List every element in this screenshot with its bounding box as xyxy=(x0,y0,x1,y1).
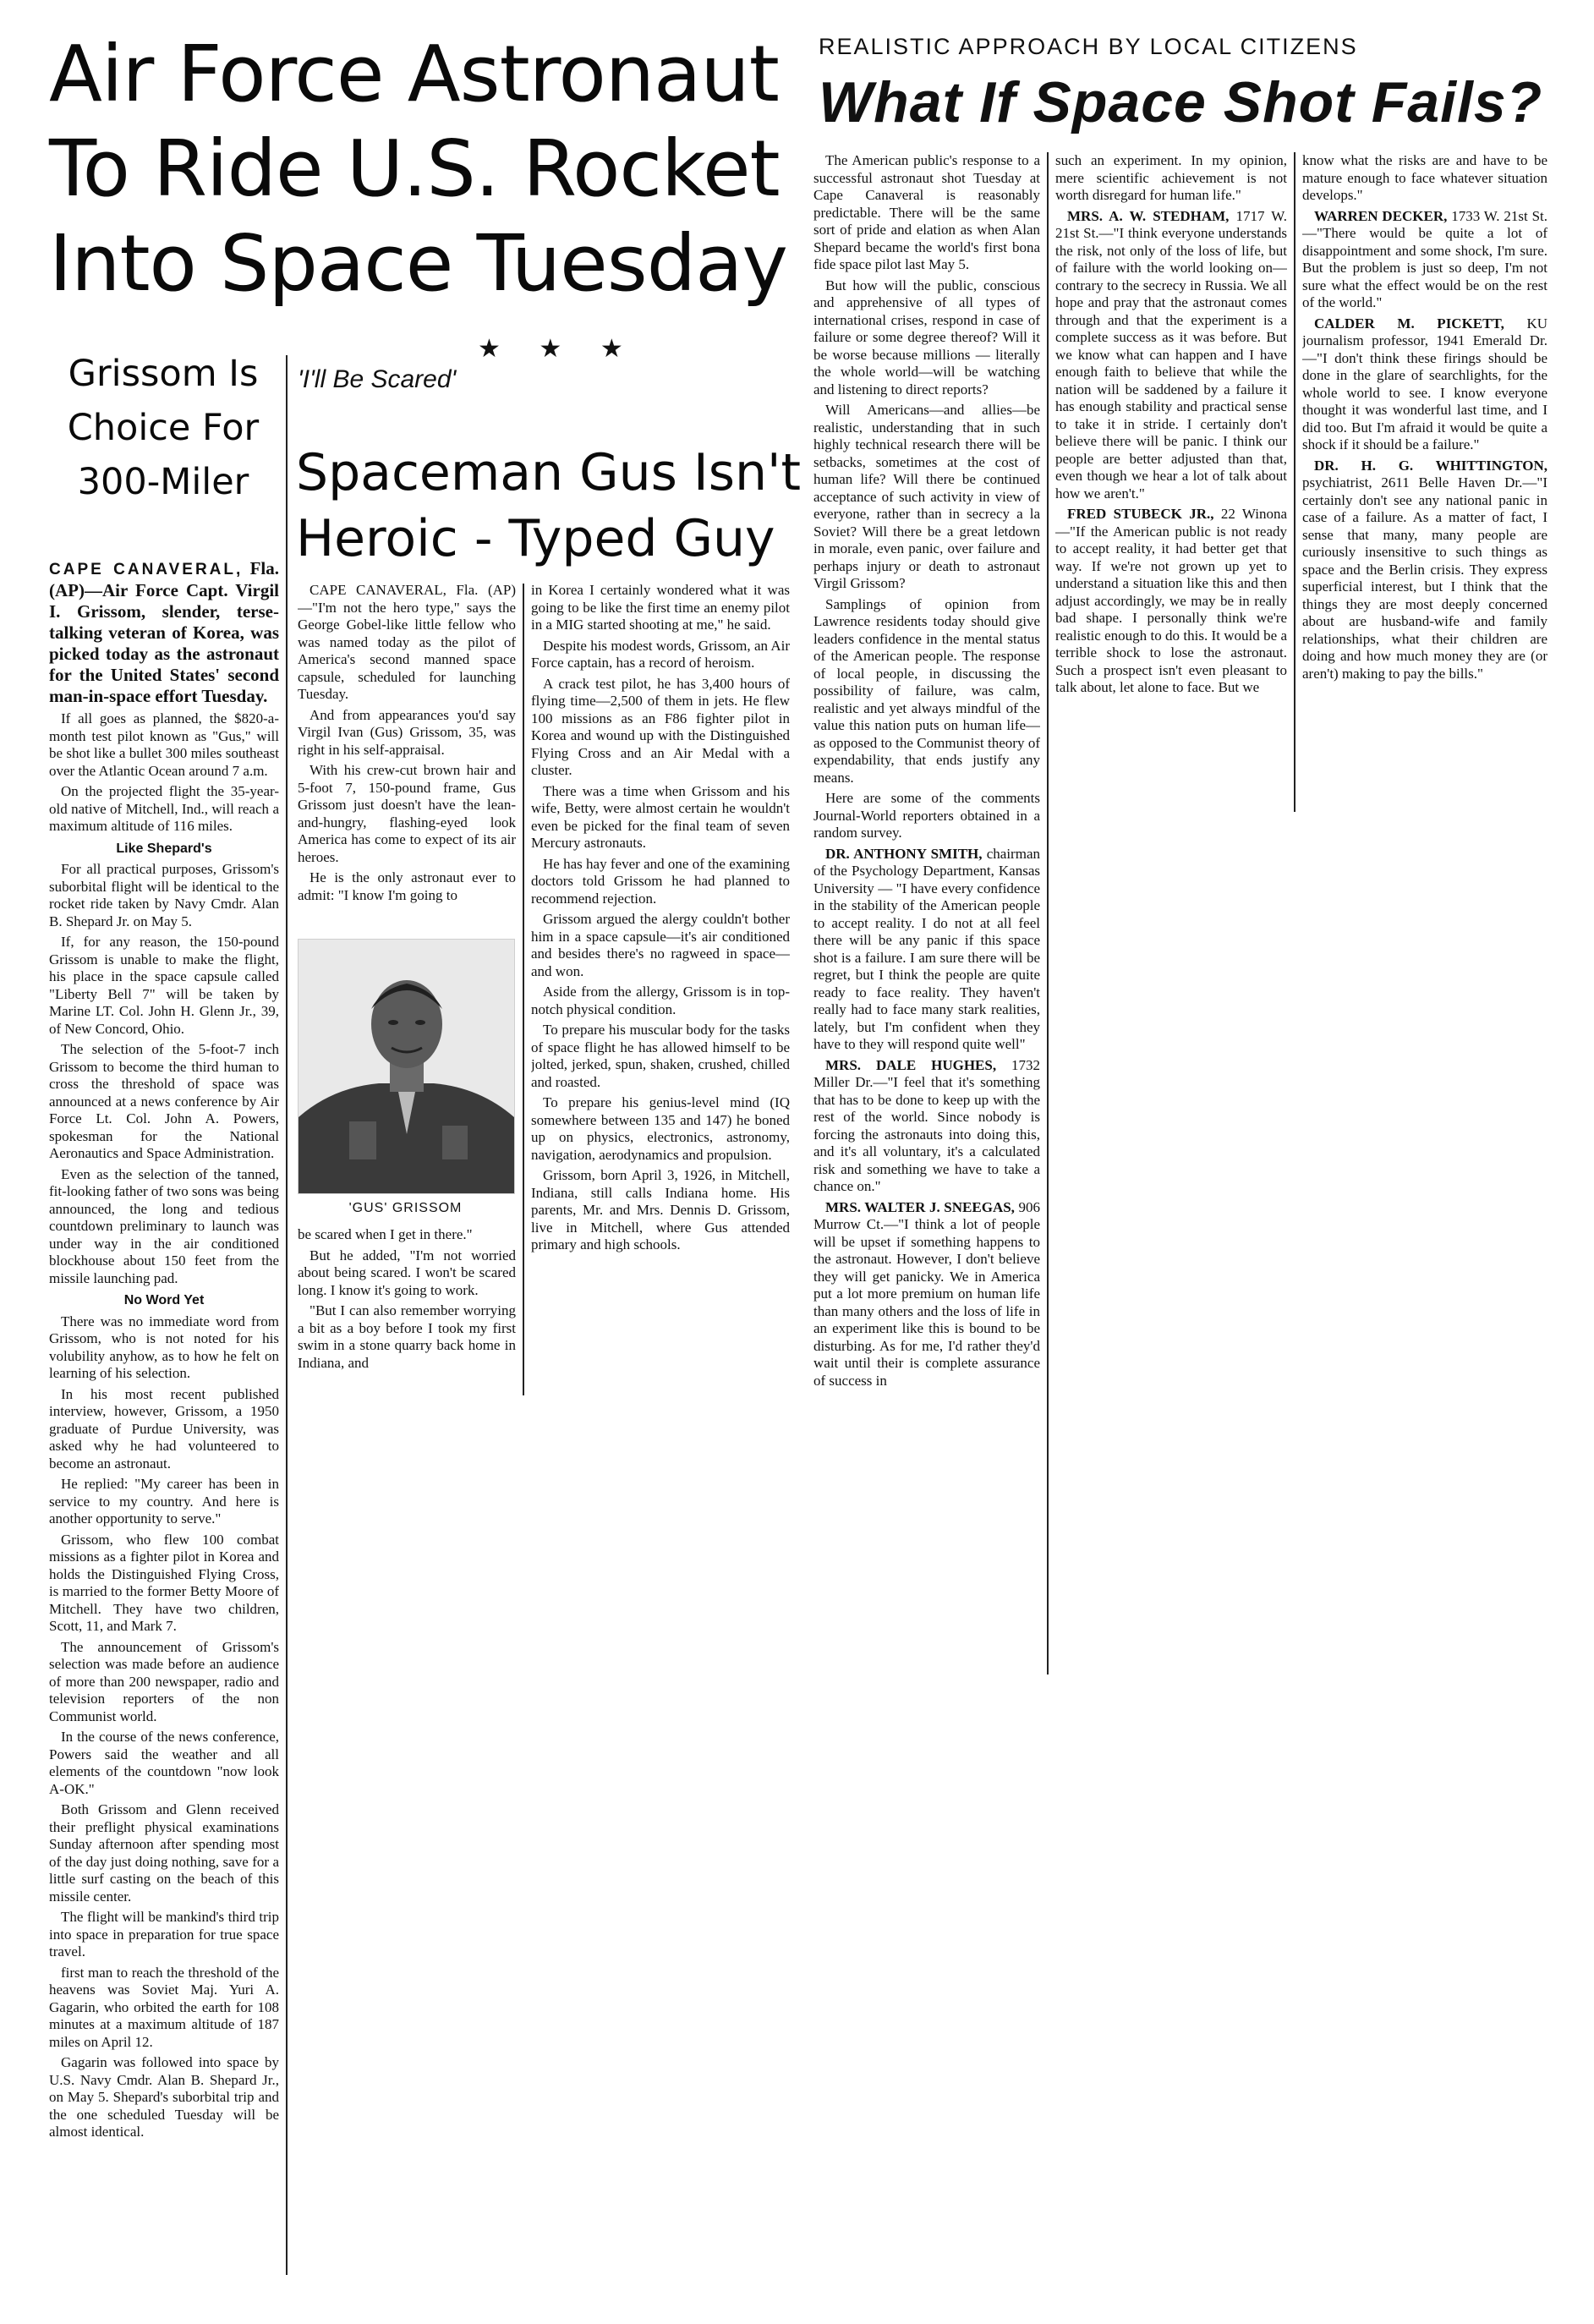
main-story-column xyxy=(49,558,279,2317)
respondent-quote: psychiatrist, 2611 Belle Haven Dr.—"I certainly don't see any national panic in case of a failure. As a matter of fact, I sense that many, many people are curiously insensitive to such things as space and the Berlin crisis. They express superficial interest, but I think that the things they are most deeply concerned about are husband-wife and family relationships, what their children are doing and how much money they are (or aren't) making to pay the bills." xyxy=(1302,474,1547,682)
story-paragraph: He has hay fever and one of the examining doctors told Grissom he had planned to recommend rejection. xyxy=(531,855,790,907)
story-paragraph: On the projected flight the 35-year-old native of Mitchell, Ind., will reach a maximum altitude of 116 miles. xyxy=(49,783,279,834)
star-ornament: ★ ★ ★ xyxy=(478,334,638,364)
story-paragraph: such an experiment. In my opinion, mere scientific achievement is not worth disregard for human life." xyxy=(1055,152,1287,203)
respondent-quote: 1733 W. 21st St.—"There would be quite a lot of disappointment and some shock, I'm sure. But the problem is just so deep, I'm not sure what the effect would be on the rest of the world." xyxy=(1302,207,1547,310)
grissom-subhead xyxy=(49,347,277,509)
astronaut-photo xyxy=(298,939,515,1194)
story-paragraph: Samplings of opinion from Lawrence residents today should give leaders confidence in the mental status of the American people. The response of local people, in discussing the possibility of failure, was calm, realistic and yet always mindful of the value this nation puts on human life—as opposed to the Communist theory of expendability, that ends justify any means. xyxy=(813,595,1040,786)
section-subhead: No Word Yet xyxy=(123,1293,205,1307)
section-subhead: Like Shepard's xyxy=(116,841,212,856)
story-paragraph: He is the only astronaut ever to admit: "I know I'm going to xyxy=(298,869,516,903)
main-headline-line1: Air Force Astronaut xyxy=(49,29,779,119)
column-rule xyxy=(1294,152,1295,812)
story-paragraph: Despite his modest words, Grissom, an Air Force captain, has a record of heroism. xyxy=(531,637,790,671)
gus-headline xyxy=(296,440,802,572)
astronaut-portrait-icon xyxy=(299,940,514,1193)
story-paragraph: If, for any reason, the 150-pound Grissom is unable to make the flight, his place in the space capsule called "Liberty Bell 7" will be taken by Marine LT. Col. John H. Glenn Jr., 39, of New Concord, Ohio. xyxy=(49,934,279,1037)
gus-story-column-2 xyxy=(531,582,790,1395)
story-paragraph: know what the risks are and have to be mature enough to face whatever situation develops." xyxy=(1302,152,1547,203)
story-paragraph: be scared when I get in there." xyxy=(298,1226,473,1242)
gus-headline-line2: Heroic - Typed Guy xyxy=(296,509,775,568)
column-rule xyxy=(523,584,524,1395)
story-paragraph: Grissom, who flew 100 combat missions as a fighter pilot in Korea and holds the Distinguished Flying Cross, is married to the former Betty Moore of Mitchell. They have two children, Scott, 11, and Mark 7. xyxy=(49,1531,279,1634)
story-paragraph: Grissom, born April 3, 1926, in Mitchell, Indiana, still calls Indiana home. His parents, Mr. and Mrs. Dennis D. Grissom, live in Mitchell, where Gus attended primary and high schools. xyxy=(531,1167,790,1252)
fails-story-column-2 xyxy=(1055,152,1287,812)
photo-caption: 'GUS' GRISSOM xyxy=(348,1201,463,1215)
story-paragraph: Grissom argued the alergy couldn't bother him in a space capsule—it's air conditioned and besides there's no ragweed in space—and won. xyxy=(531,911,790,979)
gus-story-column-1-top xyxy=(298,582,516,930)
story-paragraph: He replied: "My career has been in service to my country. And here is another opportunity to serve." xyxy=(49,1476,279,1526)
respondent-quote: KU journalism professor, 1941 Emerald Dr.—"I don't think these firings should be done in the glare of searchlights, for the whole world to see. I know everyone thought it was wonderful last time, and I did too. But I'm afraid it would be quite a shock if it should be a failure." xyxy=(1302,315,1547,452)
gus-headline-line1: Spaceman Gus Isn't xyxy=(296,443,802,502)
column-rule xyxy=(1047,152,1049,1674)
sidebar-kicker: 'I'll Be Scared' xyxy=(298,365,457,393)
story-paragraph: The flight will be mankind's third trip into space in preparation for true space travel. xyxy=(49,1909,279,1960)
respondent-quote: 1717 W. 21st St.—"I think everyone understands the risk, not only of the loss of life, but of failure with the world looking on—contrary to the secrecy in Russia. We all hope and pray that the astronaut comes through and that the experiment is a complete success as it was before. But we know what can happen and I have enough faith to believe that while the nation will be saddened by a failure it has enough stability and practical sense to take it in stride. I certainly don't believe there will be panic. I think our people are better adjusted than that, even though we hear a lot of talk about how we aren't." xyxy=(1055,207,1287,502)
story-paragraph: CAPE CANAVERAL, Fla. (AP) —"I'm not the hero type," says the George Gobel-like little fellow who was named today as the pilot of America's second manned space capsule, scheduled for launching Tuesday. xyxy=(298,582,516,702)
story-paragraph: But how will the public, conscious and apprehensive of all types of international crises, respond in case of failure or some degree thereof? Will it be worse because millions — literally the whole world—will be watching and listening to direct reports? xyxy=(813,277,1040,397)
respondent-name: MRS. A. W. STEDHAM, xyxy=(1067,207,1230,224)
story-paragraph: Even as the selection of the tanned, fit-looking father of two sons was being announced, the long and tedious countdown preliminary to launch was under way in the air conditioned blockhouse about 150 feet from the missile launching pad. xyxy=(49,1165,279,1286)
story-lead: Fla. (AP)—Air Force Capt. Virgil I. Grissom, slender, terse-talking veteran of Korea, was picked today as the astronaut for the United States' second man-in-space effort Tuesday. xyxy=(49,558,279,706)
story-paragraph: The announcement of Grissom's selection was made before an audience of more than 200 newspaper, radio and television reporters of the non Communist world. xyxy=(49,1638,279,1724)
story-paragraph: The selection of the 5-foot-7 inch Grissom to become the third human to cross the threshold of space was announced at a news conference by Air Force Lt. Col. John A. Powers, spokesman for the National Aeronautics and Space Administration. xyxy=(49,1041,279,1161)
right-kicker: REALISTIC APPROACH BY LOCAL CITIZENS xyxy=(819,34,1358,59)
story-paragraph: The American public's response to a successful astronaut shot Tuesday at Cape Canaveral is reasonably predictable. There will be the same sort of pride and elation as when Alan Shepard became the world's first bona fide space pilot last May 5. xyxy=(813,152,1040,272)
story-paragraph: But he added, "I'm not worried about being scared. I won't be scared long. I know it's going to work. xyxy=(298,1247,516,1298)
story-paragraph: With his crew-cut brown hair and 5-foot 7, 150-pound frame, Gus Grissom just doesn't have the lean-and-hungry, flashing-eyed look America has come to expect of its air heroes. xyxy=(298,762,516,865)
story-paragraph: In the course of the news conference, Powers said the weather and all elements of the countdown "now look A-OK." xyxy=(49,1729,279,1797)
story-paragraph: Aside from the allergy, Grissom is in top-notch physical condition. xyxy=(531,984,790,1017)
grissom-subhead-line3: 300-Miler xyxy=(77,461,249,503)
respondent-name: CALDER M. PICKETT, xyxy=(1314,315,1504,332)
story-paragraph: If all goes as planned, the $820-a-month test pilot known as "Gus," will be shot like a bullet 300 miles southeast over the Atlantic Ocean around 7 a.m. xyxy=(49,710,279,779)
right-headline: What If Space Shot Fails? xyxy=(819,70,1543,134)
main-headline-line3: Into Space Tuesday xyxy=(49,218,787,309)
story-paragraph: first man to reach the threshold of the heavens was Soviet Maj. Yuri A. Gagarin, who orbited the earth for 108 minutes at a maximum altitude of 187 miles on April 12. xyxy=(49,1964,279,2050)
gus-story-column-1-bottom xyxy=(298,1226,516,1395)
story-paragraph: "But I can also remember worrying a bit as a boy before I took my first swim in a stone quarry back home in Indiana, and xyxy=(298,1302,516,1371)
respondent-name: WARREN DECKER, xyxy=(1314,207,1448,224)
story-paragraph: Here are some of the comments Journal-World reporters obtained in a random survey. xyxy=(813,790,1040,841)
story-paragraph: A crack test pilot, he has 3,400 hours of flying time—2,500 of them in jets. He flew 100 missions as an F86 fighter pilot in Korea and wound up with the Distinguished Flying Cross and an Air Medal with a cluster. xyxy=(531,675,790,778)
story-paragraph: Both Grissom and Glenn received their preflight physical examinations Sunday afternoon after spending most of the day just doing nothing, save for a little surf casting on the beach of this missile center. xyxy=(49,1801,279,1905)
dateline: CAPE CANAVERAL, xyxy=(49,561,244,578)
grissom-subhead-line2: Choice For xyxy=(67,407,260,449)
story-paragraph: Gagarin was followed into space by U.S. Navy Cmdr. Alan B. Shepard Jr., on May 5. Shepard's suborbital trip and the one scheduled Tuesday will be almost identical. xyxy=(49,2054,279,2140)
grissom-subhead-line1: Grissom Is xyxy=(68,353,259,395)
respondent-quote: 1732 Miller Dr.—"I feel that it's something that has to be done to keep up with the rest of the world. Since nobody is forcing the astronauts into doing this, and it's all voluntary, it's a calculated risk and something we have to take a chance on." xyxy=(813,1056,1040,1194)
story-paragraph: In his most recent published interview, however, Grissom, a 1950 graduate of Purdue University, was asked why he had volunteered to become an astronaut. xyxy=(49,1385,279,1472)
respondent-quote: 906 Murrow Ct.—"I think a lot of people will be upset if something happens to the astronaut. However, I don't believe they will get panicky. We in America put a lot more premium on human life than many others and the loss of life in an experiment like this is bound to be disturbing. As for me, I'd rather they'd wait until their is complete assurance of success in xyxy=(813,1198,1040,1389)
main-headline-line2: To Ride U.S. Rocket xyxy=(49,123,780,214)
respondent-name: DR. ANTHONY SMITH, xyxy=(825,845,983,862)
main-headline xyxy=(49,27,793,311)
respondent-name: MRS. WALTER J. SNEEGAS, xyxy=(825,1198,1015,1215)
story-paragraph: And from appearances you'd say Virgil Ivan (Gus) Grissom, 35, was right in his self-appraisal. xyxy=(298,706,516,758)
respondent-quote: chairman of the Psychology Department, Kansas University — "I have every confidence in the stability of the American people to accept reality. I do not at all feel there will be any panic if this space shot is a failure. I am sure there will be regret, but I think the people are quite ready to face reality. They haven't really had to face many stark realities, lately, but I'm confident when they have to they will respond quite well" xyxy=(813,845,1040,1052)
story-paragraph: For all practical purposes, Grissom's suborbital flight will be identical to the rocket ride taken by Navy Cmdr. Alan B. Shepard Jr. on May 5. xyxy=(49,861,279,929)
respondent-name: DR. H. G. WHITTINGTON, xyxy=(1314,457,1547,474)
fails-story-column-3 xyxy=(1302,152,1547,812)
story-paragraph: Will Americans—and allies—be realistic, understanding that in such highly technical research there will be setbacks, sometimes at the cost of human life? Will there be continued acceptance of such activity in view of everyone, rather than in secrecy a la Soviet? Will there be a great letdown in morale, even panic, over failure and perhaps injury or death to astronaut Virgil Grissom? xyxy=(813,402,1040,591)
story-paragraph: There was no immediate word from Grissom, who is not noted for his volubility anyhow, as to how he felt on learning of his selection. xyxy=(49,1313,279,1381)
story-paragraph: To prepare his genius-level mind (IQ somewhere between 135 and 147) he boned up on physics, electronics, astronomy, navigation, aerodynamics and propulsion. xyxy=(531,1094,790,1163)
respondent-name: MRS. DALE HUGHES, xyxy=(825,1056,997,1073)
story-paragraph: in Korea I certainly wondered what it was going to be like the first time an enemy pilot in a MIG started shooting at me," he said. xyxy=(531,582,790,633)
respondent-quote: 22 Winona—"If the American public is not ready to accept reality, it had better get that way. If we're not grown up yet to understand a situation like this and then adjust accordingly, we may be in really bad shape. I personally think we're realistic enough to do this. It would be a terrible shock to lose the astronaut. Such a prospect isn't even pleasant to talk about, let alone to face. But we xyxy=(1055,506,1287,695)
fails-story-column-1 xyxy=(813,152,1040,1674)
story-paragraph: To prepare his muscular body for the tasks of space flight he has allowed himself to be jolted, jerked, spun, shaken, crushed, chilled and roasted. xyxy=(531,1022,790,1090)
column-rule xyxy=(286,355,288,2275)
story-paragraph: There was a time when Grissom and his wife, Betty, were almost certain he wouldn't even be picked for the final team of seven Mercury astronauts. xyxy=(531,782,790,851)
respondent-name: FRED STUBECK JR., xyxy=(1067,506,1214,522)
